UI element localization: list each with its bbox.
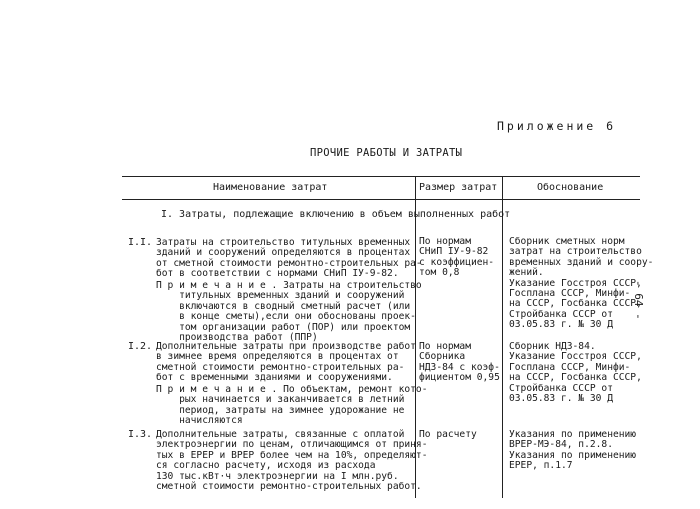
row-size: По нормам СНиП IУ-9-82 с коэффициен- том 0,8 xyxy=(419,236,495,279)
row-number: I.3. xyxy=(128,429,153,440)
row-name: Затраты на строительство титульных временных зданий и сооружений определяются в процентах от сметной стоимости ремонтно-строительных ра- бот в соответствии с нормами СНиП IУ-9-82. xyxy=(156,237,422,280)
table-header-rule xyxy=(122,199,640,200)
row-number: I.I. xyxy=(128,237,153,248)
header-size: Размер затрат xyxy=(419,182,498,193)
appendix-label: Приложение 6 xyxy=(497,119,617,133)
row-name: Дополнительные затраты, связанные с оплатой электроэнергии по ценам, отличающимся от приня- тых в ЕРЕР и ВРЕР более чем на 10%, определяют- ся согласно расчету, исходя из расхода 130 тыс.кВт·ч электроэнергии на I млн.руб. сметной стоимости ремонтно-строительных работ. xyxy=(156,429,428,493)
header-name: Наименование затрат xyxy=(213,182,328,193)
row-note: П р и м е ч а н и е . Затраты на строительство титульных временных зданий и сооружений включаются в сводный сметный расчет (или в конце сметы),если они обоснованы проек- том организации работ (ПОР) или проектом производства работ (ППР) xyxy=(156,280,422,344)
header-basis: Обоснование xyxy=(537,182,604,193)
row-number: I.2. xyxy=(128,341,153,352)
page-title: ПРОЧИЕ РАБОТЫ И ЗАТРАТЫ xyxy=(310,147,463,159)
column-divider-2 xyxy=(502,176,503,498)
row-basis: Указания по применению ВРЕР-МЭ-84, п.2.8. Указания по применению ЕРЕР, п.1.7 xyxy=(509,429,637,472)
table-top-rule xyxy=(122,176,640,177)
section-title: I. Затраты, подлежащие включению в объем выполненных работ xyxy=(161,209,511,220)
row-name: Дополнительные затраты при производстве работ в зимнее время определяются в процентах от сметной стоимости ремонтно-строительных ра- бот с временными зданиями и сооружениями. xyxy=(156,341,416,384)
row-basis: Сборник НДЗ-84. Указание Госстроя СССР, Госплана СССР, Минфи- на СССР, Госбанка СССР, Стройбанка СССР от 03.05.83 г. № 30 Д xyxy=(509,341,642,405)
row-basis: Сборник сметных норм затрат на строительство временных зданий и соору- жений. Указание Госстроя СССР, Госплана СССР, Минфи- на СССР, Госбанка СССР, Стройбанка СССР от 03.05.83 г. № 30 Д xyxy=(509,236,654,331)
row-note: П р и м е ч а н и е . По объектам, ремонт кото- рых начинается и заканчивается в летний период, затраты на зимнее удорожание не начисляются xyxy=(156,384,428,427)
row-size: По нормам Сборника НДЗ-84 с коэф- фициентом 0,95 xyxy=(419,341,500,384)
row-size: По расчету xyxy=(419,429,477,440)
page-number: - 64 - xyxy=(632,280,645,320)
